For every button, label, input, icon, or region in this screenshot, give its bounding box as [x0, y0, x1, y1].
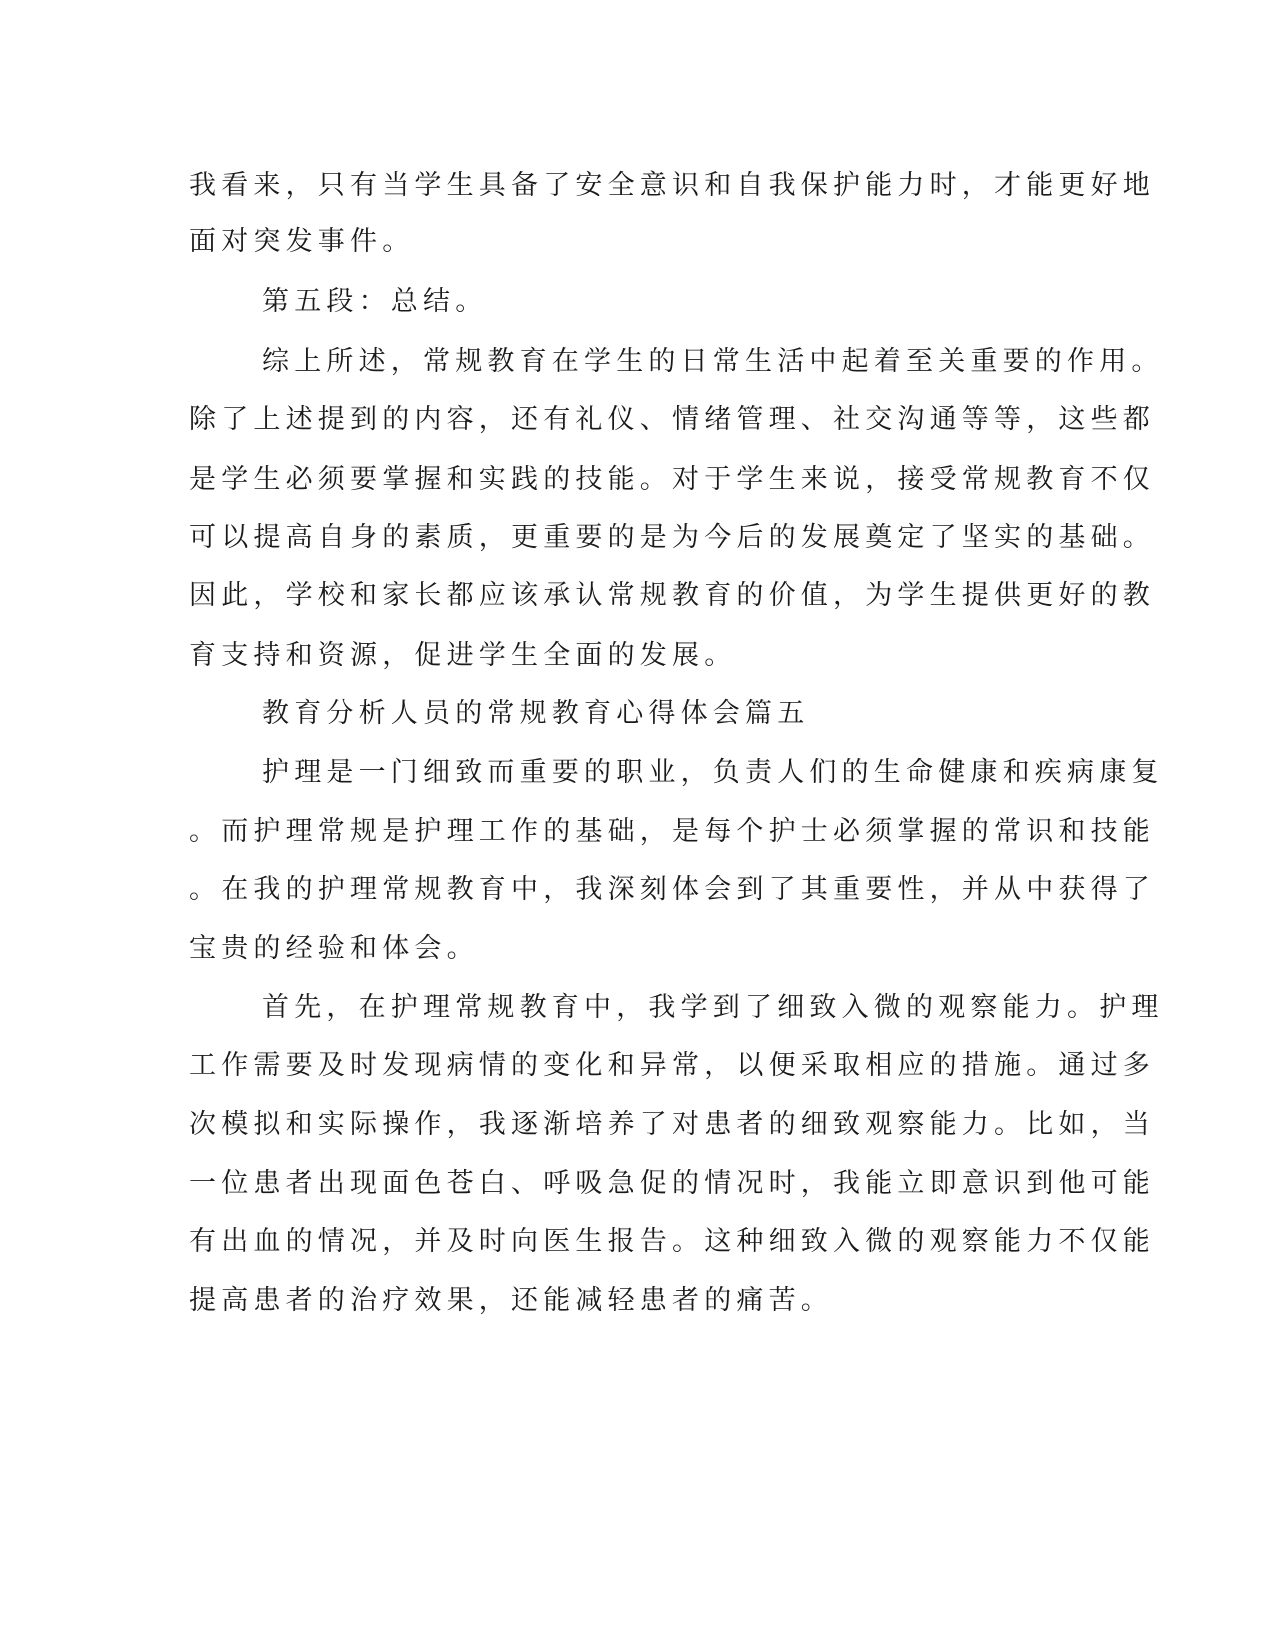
text-line: 一位患者出现面色苍白、呼吸急促的情况时，我能立即意识到他可能	[189, 1168, 1155, 1199]
text-line: 因此，学校和家长都应该承认常规教育的价值，为学生提供更好的教	[189, 580, 1155, 611]
text-line: 次模拟和实际操作，我逐渐培养了对患者的细致观察能力。比如，当	[189, 1109, 1155, 1140]
text-line: 。而护理常规是护理工作的基础，是每个护士必须掌握的常识和技能	[189, 816, 1155, 847]
text-line: 是学生必须要掌握和实践的技能。对于学生来说，接受常规教育不仅	[189, 464, 1155, 495]
section-heading: 第五段：总结。	[262, 286, 488, 317]
text-line: 除了上述提到的内容，还有礼仪、情绪管理、社交沟通等等，这些都	[189, 404, 1155, 435]
text-line: 我看来，只有当学生具备了安全意识和自我保护能力时，才能更好地	[189, 170, 1155, 201]
text-line: 工作需要及时发现病情的变化和异常，以便采取相应的措施。通过多	[189, 1050, 1155, 1081]
text-line: 育支持和资源，促进学生全面的发展。	[189, 640, 737, 671]
text-line: 面对突发事件。	[189, 226, 415, 257]
text-line: 综上所述，常规教育在学生的日常生活中起着至关重要的作用。	[262, 346, 1164, 377]
text-line: 宝贵的经验和体会。	[189, 933, 479, 964]
text-line: 。在我的护理常规教育中，我深刻体会到了其重要性，并从中获得了	[189, 874, 1155, 905]
text-line: 可以提高自身的素质，更重要的是为今后的发展奠定了坚实的基础。	[189, 522, 1155, 553]
text-line: 提高患者的治疗效果，还能减轻患者的痛苦。	[189, 1285, 833, 1316]
text-line: 首先，在护理常规教育中，我学到了细致入微的观察能力。护理	[262, 992, 1164, 1023]
article-title: 教育分析人员的常规教育心得体会篇五	[262, 698, 810, 729]
text-line: 有出血的情况，并及时向医生报告。这种细致入微的观察能力不仅能	[189, 1226, 1155, 1257]
text-line: 护理是一门细致而重要的职业，负责人们的生命健康和疾病康复	[262, 757, 1164, 788]
